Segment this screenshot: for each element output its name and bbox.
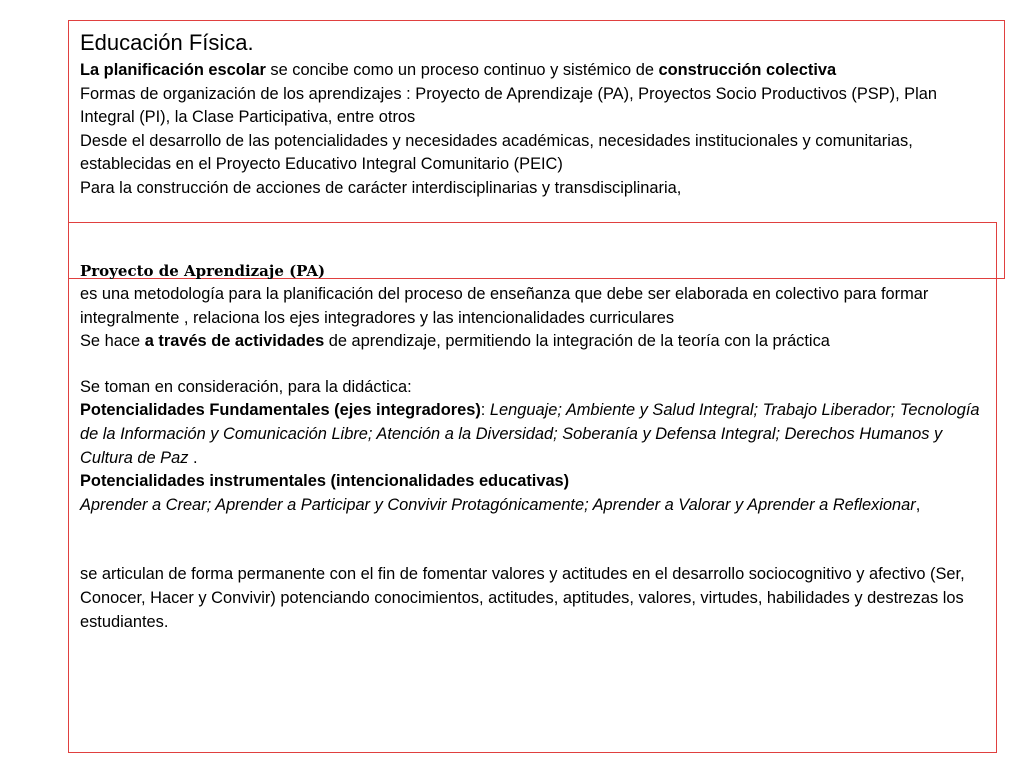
bottom-section — [80, 260, 992, 634]
consideration-line: Se toman en consideración, para la didáctica: — [80, 377, 412, 396]
fundamental-label: Potencialidades Fundamentales (ejes integradores) — [80, 401, 481, 420]
instrumental-label — [80, 470, 992, 494]
pa-hace-bold: a través de actividades — [144, 332, 325, 351]
spacer — [80, 354, 992, 376]
closing-paragraph: se articulan de forma permanente con el fin de fomentar valores y actitudes en el desarrollo sociocognitivo y afectivo (Ser, Conocer, Hacer y Convivir) potenciando conocimientos, actitudes, aptitudes, valores, virtudes, habilidades y destrezas los estudiantes. — [80, 565, 965, 631]
fundamental-colon: : — [480, 401, 490, 420]
pa-activities-paragraph — [80, 330, 992, 354]
spacer — [80, 517, 992, 563]
instrumental-bold: Potencialidades instrumentales (intencionalidades educativas) — [80, 472, 570, 491]
collective-term: construcción colectiva — [658, 61, 837, 79]
pa-hace-post: de aprendizaje, permitiendo la integración de la teoría con la práctica — [324, 332, 830, 351]
pa-hace-pre: Se hace — [80, 332, 145, 351]
pa-heading: Proyecto de Aprendizaje (PA) — [80, 262, 326, 280]
planning-term: La planificación escolar — [80, 61, 266, 79]
planning-text: se concibe como un proceso continuo y sistémico de — [265, 61, 659, 79]
fundamental-potentials — [80, 399, 992, 470]
organization-paragraph: Formas de organización de los aprendizajes : Proyecto de Aprendizaje (PA), Proyectos Socio Productivos (PSP), Plan Integral (PI), la Clase Participativa, entre otros — [80, 84, 937, 127]
fundamental-end: . — [188, 448, 198, 467]
instrumental-end: , — [915, 495, 921, 514]
construction-paragraph: Para la construcción de acciones de carácter interdisciplinarias y transdisciplinaria, — [80, 178, 682, 197]
fundamental-list: Lenguaje; Ambiente y Salud Integral; Trabajo Liberador; Tecnología de la Información y Comunicación Libre; Atención a la Diversidad; Soberanía y Defensa Integral; Derechos Humanos y Cultura de Paz — [80, 401, 980, 467]
potentials-paragraph: Desde el desarrollo de las potencialidades y necesidades académicas, necesidades institucionales y comunitarias, establecidas en el Proyecto Educativo Integral Comunitario (PEIC) — [80, 131, 913, 174]
instrumental-list: Aprender a Crear; Aprender a Participar y Convivir Protagónicamente; Aprender a Valorar y Aprender a Reflexionar — [80, 495, 916, 514]
top-section — [80, 30, 992, 201]
pa-description: es una metodología para la planificación del proceso de enseñanza que debe ser elaborada en colectivo para formar integralmente , relaciona los ejes integradores y las intencionalidades curriculares — [80, 285, 929, 327]
page-title: Educación Física. — [80, 30, 254, 55]
instrumental-potentials — [80, 494, 992, 518]
planning-paragraph — [80, 59, 992, 83]
